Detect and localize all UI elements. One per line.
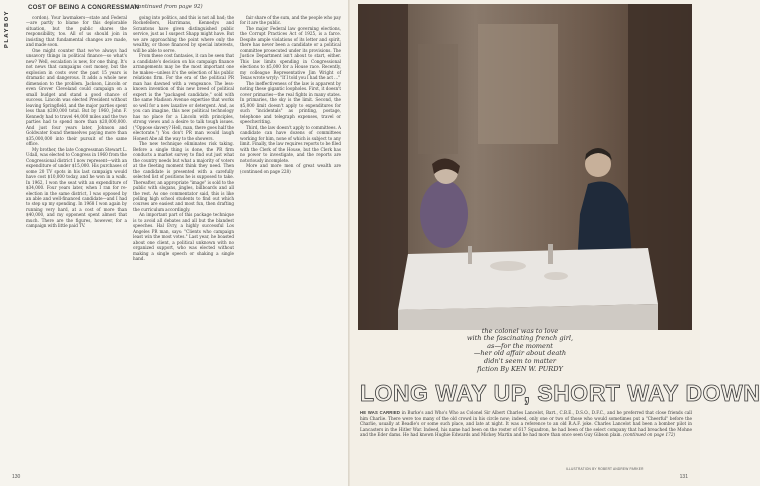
- story-body: [360, 410, 692, 438]
- caption-line: didn't seem to matter: [483, 356, 557, 365]
- painting-svg: [358, 4, 692, 330]
- paragraph: cordon). Your lawmakers—state and Federal—are partly to blame for this deplorable situation, but the public shares the responsibility, too. All of us should join in insisting that fundamental changes are made, and made soon.: [26, 15, 127, 48]
- story-text: in Burke's and Who's Who as Colonel Sir Albert Charles Lancelot, Bart., C.B.E., D.S.O., D.F.C., and he preferred that close friends call him Charlie. There were too many of the old crowd in his circle now; indeed, only one or two of those who would sometimes put a "Cheerful" before the Charlie, usually at Beadle's or some such place, and late at night. It was a reference to an old R.A.F. joke. Charles Lancelot had been a bomber pilot in Lancasters in the Hitler War. Indeed, his name had been on the roster of 617 Squadron, he had been of the select company that had breached the Mohne and the Eder dams. He had known Hughie Edwards and Mickey Martin and he had more than once seen Guy Gibson plain.: [360, 410, 692, 438]
- paragraph: Third, the law doesn't apply to committees. A candidate can have dozens of committees working for him, none of which is subject to any limit. Finally, the law requires reports to be filed with the Clerk of the House, but the Clerk has no power to investigate, and the reports are notoriously incomplete.: [240, 124, 341, 163]
- caption-line: with the fascinating french girl,: [466, 334, 574, 343]
- text-column-3: [240, 15, 341, 174]
- paragraph: The new technique eliminates risk taking. Before a single thing is done, the PR firm conducts a market survey to find out just what the country needs but what a majority of voters at the fleeting moment think they need. Then the candidate is presented with a carefully selected list of positions he is supposed to take. Thereafter, an appropriate "image" is sold to the public with slogans, jingles, billboards and all the rest. As one commentator said, this is like polling high school students to find out which courses are easiest and most fun, then drafting the curriculum accordingly.: [133, 141, 234, 212]
- running-head: COST OF BEING A CONGRESSMAN: [28, 4, 140, 11]
- illustration-credit: ILLUSTRATION BY ROBERT ANDREW PARKER: [566, 467, 644, 471]
- plate: [490, 261, 526, 271]
- text-column-2: [133, 15, 234, 262]
- illustration-painting: [358, 4, 692, 330]
- caption-line: the colonel was to love: [481, 327, 559, 335]
- story-lead-in: HE WAS CARRIED: [360, 410, 401, 415]
- paragraph: going into politics, and this is not all bad; the Rockefellers, Harrimans, Kennedys and Scrantons have given distinguished public service, just as I suspect Shapp might have. But we are approaching the point where only the wealthy, or those financed by special interests, will be able to serve.: [133, 15, 234, 53]
- woman-figure: [420, 180, 468, 248]
- curtain-left: [358, 4, 408, 330]
- caption-line: as—for the moment: [487, 341, 553, 350]
- byline: fiction By KEN W. PURDY: [477, 365, 563, 374]
- text-column-1: [26, 15, 127, 229]
- table-cloth: [398, 248, 658, 310]
- wall-shadow: [418, 44, 458, 154]
- paragraph: fair share of the sum, and the people who pay for it are the public.: [240, 15, 341, 26]
- paragraph: The ineffectiveness of the law is apparent by noting these gigantic loopholes. First, it doesn't cover primaries—the real fights in many states. In primaries, the sky is the limit. Second, the $5,000 limit doesn't apply to expenditures for such "incidentals" as printing, postage, telephone and telegraph expenses, travel or speechwriting.: [240, 80, 341, 125]
- story-caption: [400, 328, 640, 373]
- paragraph: From these cost fantasies, it can be seen that a candidate's decision on his campaign finance arrangements may be the most important one he makes—unless it's the selection of his public relations firm. For the era of the political PR man has dawned with a vengeance. The less-known invention of this new breed of political expert is the "packaged candidate," sold with the same Madison Avenue expertise that works so well for a new laxative or detergent. And, as you can imagine, this new political technology has no place for a Lincoln with principles, strong views and a desire to talk tough issues. ("Oppose slavery? Hell, man, there goes half the electorate.") You don't PR man would laugh Honest Abe all the way to the showers.: [133, 53, 234, 141]
- caption-line: —her old affair about death: [473, 349, 567, 358]
- paragraph: More and more men of great wealth are (continued on page 228): [240, 163, 341, 174]
- wine-glass: [548, 244, 553, 264]
- paragraph: The major Federal law governing elections, the Corrupt Practices Act of 1925, is a farce. Despite ample violations of its letter and spirit, there has never been a candidate or a political committee prosecuted under its provisions. The Justice Department isn't about to start, either. This law limits spending in Congressional elections to $5,000 for a House race. Recently, my colleague Representative Jim Wright of Texas wrote wryly: "If I told you I had the act ...": [240, 25, 341, 81]
- continued-from-note: (continued from page 92): [133, 4, 203, 10]
- paragraph: My brother, the late Congressman Stewart L. Udall, was elected to Congress in 1960 from the Congressional district I now represent—with an expenditure of under $15,000. His purchases of some 20 TV spots in his last campaign would have cost $10,000 today, and he won in a walk. In 1962, I won the seat with an expenditure of $34,000. Four years later, when I ran for re-election in the same district, I was opposed by an able and well-financed candidate—and I had to step up my spending. In 1968 I won again by running very hard, at a cost of more than $40,000, and my opponent spent almost that much. There are the figures, however, for a campaign with little paid TV.: [26, 146, 127, 229]
- paragraph: One might counter that we've always had unsavory things in political finance—so what's new? Well, escalation is new, for one thing. It's not news that campaigns cost money, but the explosion in costs over the past 15 years is dramatic and dangerous. It adds a whole new dimension to the problem. Jackson, Lincoln or even Grover Cleveland could campaign on a small budget and stand a good chance of success. Lincoln was elected President without leaving Springfield, and the major parties spent less than $200,000 total. But by 1960, John F. Kennedy had to travel 44,000 miles and the two parties had to spend more than $20,000,000. And just four years later, Johnson and Goldwater found themselves paying more than $35,000,000 into their pursuit of the same office.: [26, 47, 127, 147]
- continued-to-note: (continued on page 172): [623, 432, 676, 438]
- paragraph: An important part of this package technique is to avoid all debates and all but the blandest speeches. Hal Evry, a highly successful Los Angeles PR man, says: "Clients who campaign least win the most votes." Last year, he boasted about one client, a political unknown with no organized support, who was elected without making a single speech or shaking a single hand.: [133, 212, 234, 262]
- page-number-right: 131: [679, 474, 688, 480]
- magazine-name: PLAYBOY: [4, 10, 10, 49]
- left-page: [0, 0, 350, 486]
- wine-glass: [468, 246, 472, 264]
- story-title: LONG WAY UP, SHORT WAY DOWN: [360, 380, 760, 406]
- page-number-left: 130: [12, 474, 21, 480]
- window-light: [478, 24, 558, 144]
- plate: [544, 272, 568, 280]
